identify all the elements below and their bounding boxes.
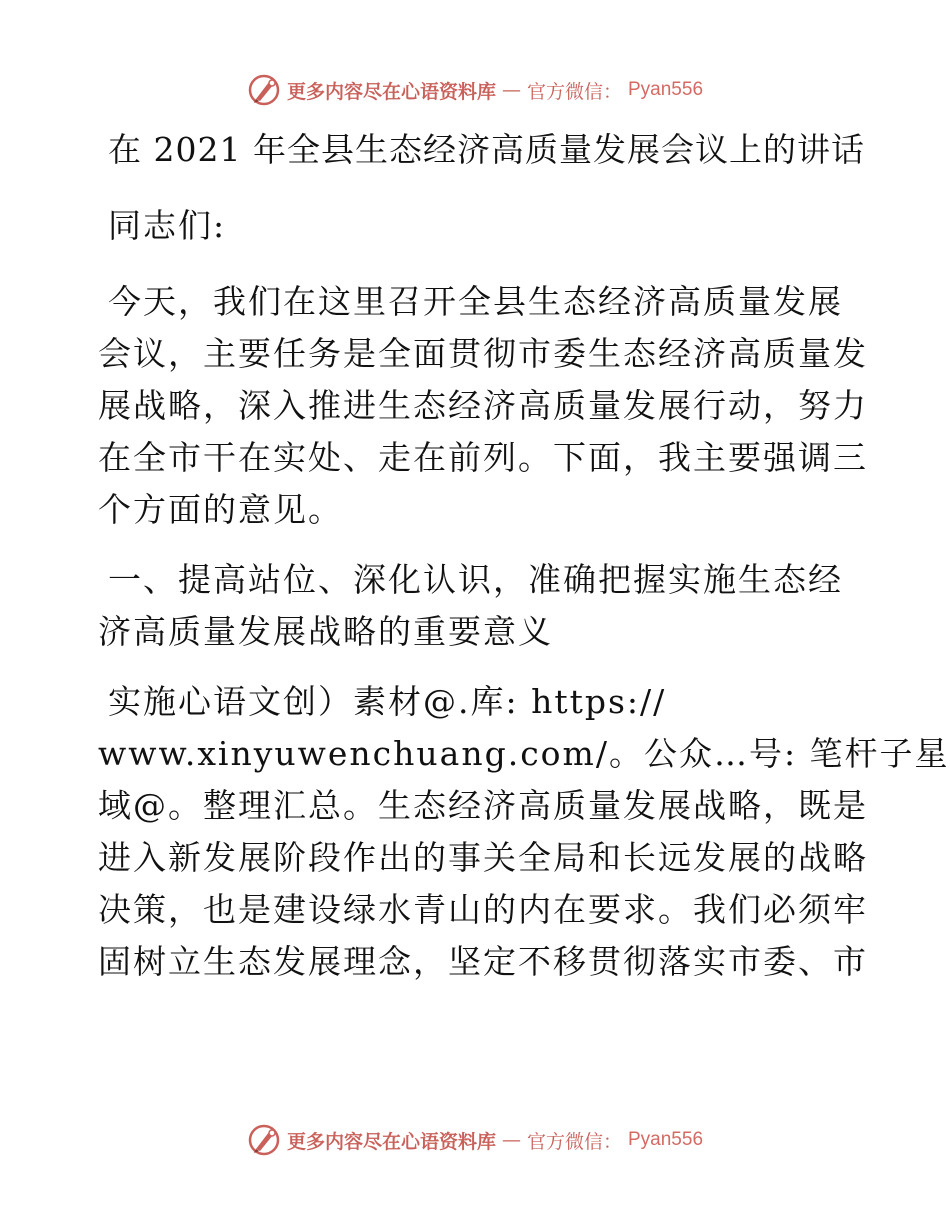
paragraph-line: 实施心语文创）素材@.库: https:// — [108, 682, 667, 721]
paragraph-line: 今天，我们在这里召开全县生态经济高质量发展 — [108, 282, 843, 321]
banner-sub-text: 官方微信： — [526, 1130, 622, 1153]
paragraph-line: 域@。整理汇总。生态经济高质量发展战略，既是 — [98, 786, 868, 825]
pen-logo-icon — [247, 73, 281, 107]
paragraph-line: 展战略，深入推进生态经济高质量发展行动，努力 — [98, 386, 868, 425]
paragraph-line: 进入新发展阶段作出的事关全局和长远发展的战略 — [98, 838, 868, 877]
banner-dash: — — [501, 1129, 521, 1151]
footer-watermark-banner — [0, 1120, 950, 1160]
document-title: 在 2021 年全县生态经济高质量发展会议上的讲话 — [108, 130, 865, 169]
paragraph-line: 决策，也是建设绿水青山的内在要求。我们必须牢 — [98, 890, 868, 929]
banner-wechat-id: Pyan556 — [628, 79, 704, 100]
pen-logo-icon — [247, 1123, 281, 1157]
header-watermark-banner — [0, 70, 950, 110]
paragraph-line: www.xinyuwenchuang.com/。公众…号: 笔杆子星 — [98, 734, 950, 773]
heading-line: 济高质量发展战略的重要意义 — [98, 612, 553, 651]
paragraph-line: 固树立生态发展理念，坚定不移贯彻落实市委、市 — [98, 942, 868, 981]
banner-main-text: 更多内容尽在心语资料库 — [286, 1130, 496, 1153]
document-body — [98, 118, 950, 988]
banner-sub-text: 官方微信： — [526, 80, 622, 103]
banner-dash: — — [501, 79, 521, 101]
paragraph-line: 在全市干在实处、走在前列。下面，我主要强调三 — [98, 438, 868, 477]
paragraph-section-1 — [98, 676, 950, 988]
greeting: 同志们: — [108, 206, 227, 245]
paragraph-intro — [98, 276, 868, 536]
heading-line: 一、提高站位、深化认识，准确把握实施生态经 — [108, 560, 843, 599]
paragraph-line: 会议，主要任务是全面贯彻市委生态经济高质量发 — [98, 334, 868, 373]
banner-main-text: 更多内容尽在心语资料库 — [286, 80, 496, 103]
section-heading-1 — [98, 554, 858, 658]
banner-wechat-id: Pyan556 — [628, 1129, 704, 1150]
paragraph-line: 个方面的意见。 — [98, 490, 343, 529]
